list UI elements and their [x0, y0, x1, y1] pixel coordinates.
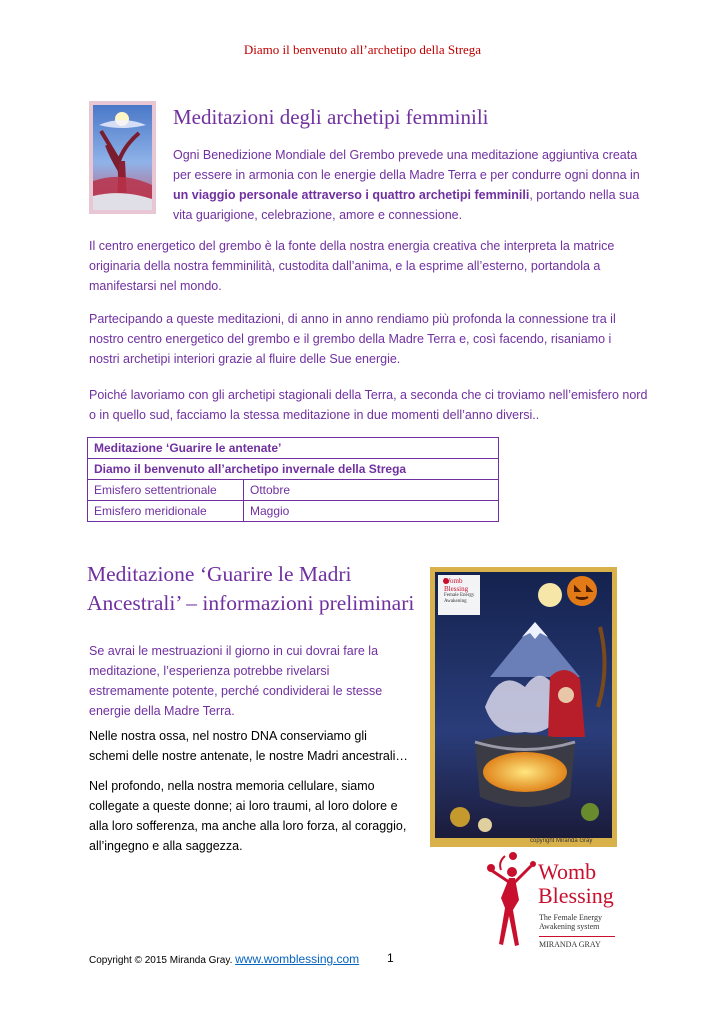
logo-divider — [539, 936, 615, 937]
table-cell-month: Ottobre — [244, 480, 499, 501]
card-brand-line-1: Womb — [444, 577, 463, 585]
meditation-schedule-table — [87, 437, 499, 522]
section-title-ancestral — [87, 560, 417, 618]
logo-title-line-1: Womb — [538, 859, 597, 884]
page-footer — [89, 952, 409, 966]
table-archetype-title: Diamo il benvenuto all’archetipo invernale della Strega — [88, 459, 499, 480]
card-brand-text — [444, 577, 480, 605]
card-brand-sub: Female Energy Awakening — [444, 593, 475, 604]
womb-blessing-logo — [483, 850, 633, 960]
witch-archetype-card-image — [430, 567, 617, 847]
table-cell-hemisphere: Emisfero settentrionale — [88, 480, 244, 501]
table-cell-month: Maggio — [244, 501, 499, 522]
menstruation-paragraph: Se avrai le mestruazioni il giorno in cui dovrai fare la meditazione, l’esperienza potrebbe rivelarsi estremamente potente, perché condividerai le stesse energie della Madre Terra. — [89, 644, 383, 718]
cellular-memory-paragraph: Nel profondo, nella nostra memoria cellulare, siamo collegate a queste donne; ai loro traumi, al loro dolore e alla loro sofferenza, ma anche alla loro forza, al coraggio, all’ingegno e alla saggezza. — [89, 779, 407, 853]
logo-subtitle — [539, 913, 629, 931]
intro-text-end: , portando nella sua vita guarigione, celebrazione, amore e connessione. — [173, 188, 640, 222]
intro-text-start: Ogni Benedizione Mondiale del Grembo prevede una meditazione aggiuntiva creata per essere in armonia con le energie della Madre Terra e per condurre ogni donna in — [173, 148, 640, 182]
section-title-line-2: Ancestrali’ – informazioni preliminari — [87, 591, 415, 615]
hemisphere-paragraph: Poiché lavoriamo con gli archetipi stagionali della Terra, a seconda che ci troviamo nell’emisfero nord o in quello sud, facciamo la stessa meditazione in due momenti dell’anno diversi.. — [89, 388, 648, 422]
intro-paragraph — [173, 145, 643, 225]
table-row — [88, 438, 499, 459]
page-header: Diamo il benvenuto all’archetipo della Strega — [243, 42, 482, 57]
intro-bold-phrase: un viaggio personale attraverso i quattro archetipi femminili — [173, 188, 530, 202]
logo-author: MIRANDA GRAY — [539, 940, 601, 949]
table-meditation-title: Meditazione ‘Guarire le antenate’ — [88, 438, 499, 459]
participation-paragraph: Partecipando a queste meditazioni, di anno in anno rendiamo più profonda la connessione tra il nostro centro energetico del grembo e il grembo della Madre Terra e, così facendo, risaniamo i nostri archetipi interiori grazie al fluire delle Sue energie. — [89, 312, 616, 366]
table-cell-hemisphere: Emisfero meridionale — [88, 501, 244, 522]
tree-archetype-image — [89, 101, 156, 214]
table-row — [88, 480, 499, 501]
table-row — [88, 459, 499, 480]
logo-title — [538, 860, 614, 908]
dna-paragraph: Nelle nostra ossa, nel nostro DNA conserviamo gli schemi delle nostre antenate, le nostre Madri ancestrali… — [89, 729, 408, 763]
energy-center-paragraph: Il centro energetico del grembo è la fonte della nostra energia creativa che interpreta la matrice originaria della nostra femminilità, custodita dall’anima, e la esprime all’esterno, portandola a manifestarsi nel mondo. — [89, 239, 615, 293]
footer-copyright: Copyright © 2015 Miranda Gray. — [89, 955, 233, 966]
logo-subtitle-line-1: The Female Energy — [539, 913, 602, 922]
card-brand-line-2: Blessing — [444, 585, 469, 593]
logo-title-line-2: Blessing — [538, 883, 614, 908]
section-title-line-1: Meditazione ‘Guarire le Madri — [87, 562, 352, 586]
section-title-archetypes: Meditazioni degli archetipi femminili — [173, 105, 489, 129]
table-row — [88, 501, 499, 522]
dancing-woman-icon — [483, 850, 539, 955]
page-number: 1 — [387, 951, 394, 965]
logo-subtitle-line-2: Awakening system — [539, 922, 600, 931]
card-copyright: copyright Miranda Gray — [530, 838, 593, 844]
footer-website-link[interactable]: www.womblessing.com — [235, 952, 360, 966]
